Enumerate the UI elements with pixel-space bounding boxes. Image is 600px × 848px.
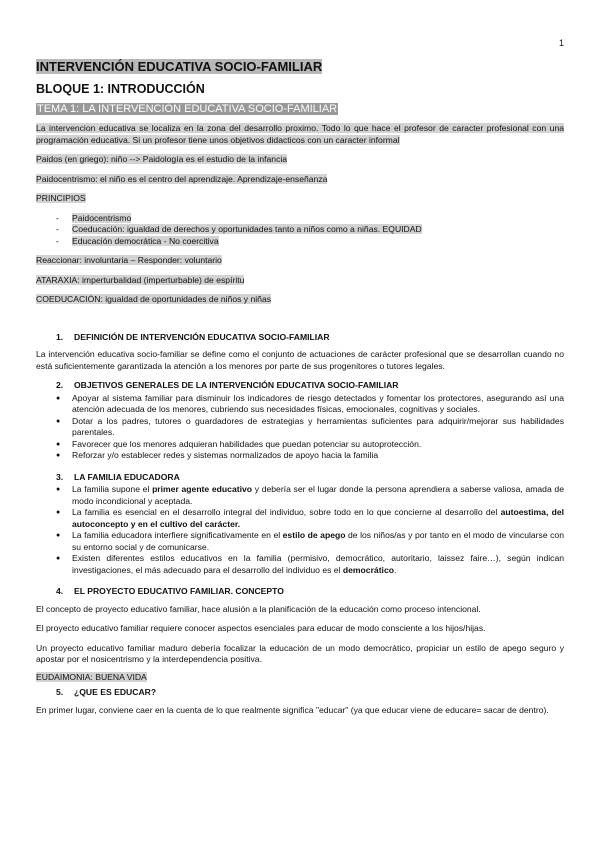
list-item: - Educación democrática - No coercitiva: [56, 236, 564, 248]
list-item: ● Favorecer que los menores adquieran habilidades que puedan potenciar su autoprotección.: [56, 439, 564, 451]
eudaimonia-note: EUDAIMONIA: BUENA VIDA: [36, 671, 147, 682]
section-5-text: En primer lugar, conviene caer en la cuenta de lo que realmente significa "educar" (ya que educar viene de educare= sacar de dentro).: [36, 704, 549, 715]
list-item: ● La familia supone el primer agente educativo y debería ser el lugar donde la persona aprendiera a saberse valiosa, amada de modo incondicional y aceptada.: [56, 484, 564, 507]
section-4-p2: El proyecto educativo familiar requiere conocer aspectos esenciales para educar de modo consciente a los hijos/hijas.: [36, 623, 486, 633]
principios-label: PRINCIPIOS: [36, 193, 86, 203]
section-heading-3: 3. LA FAMILIA EDUCADORA: [56, 471, 180, 482]
section-4-p3: Un proyecto educativo familiar maduro debería focalizar la educación de un modo democrático, propiciar un estilo de apego seguro y apostar por el nosicentrismo y la interdependencia positiva.: [36, 642, 564, 664]
page-number: 1: [558, 38, 564, 48]
objetivos-list: [36, 393, 564, 462]
document-title: INTERVENCIÓN EDUCATIVA SOCIO-FAMILIAR: [36, 59, 323, 74]
coeducacion-note: COEDUCACIÓN: igualdad de oportunidades de niños y niñas: [36, 294, 272, 304]
paidos-note: Paidos (en griego): niño --> Paidología es el estudio de la infancia: [36, 154, 288, 164]
section-heading-2: 2. OBJETIVOS GENERALES DE LA INTERVENCIÓN EDUCATIVA SOCIO-FAMILIAR: [56, 380, 399, 390]
block-title: BLOQUE 1: INTRODUCCIÓN: [36, 82, 205, 96]
section-heading-1: 1. DEFINICIÓN DE INTERVENCIÓN EDUCATIVA SOCIO-FAMILIAR: [56, 331, 330, 342]
intro-paragraph: La intervencion educativa se localiza en la zona del desarrollo proximo. Todo lo que hace el profesor de caracter profesional con una programación educativa. Si un profesor tiene unos objetivos didacticos con un caracter informal: [36, 123, 564, 145]
document-content: [36, 58, 564, 724]
tema-title: TEMA 1: LA INTERVENCIÓN EDUCATIVA SOCIO-FAMILIAR: [37, 103, 338, 115]
ataraxia-note: ATARAXIA: imperturbalidad (imperturbable) de espíritu: [36, 274, 245, 285]
reaccionar-note: Reaccionar: involuntaria – Responder: voluntario: [36, 255, 222, 265]
paidocentrismo-note: Paidocentrismo: el niño es el centro del aprendizaje. Aprendizaje-enseñanza: [36, 173, 328, 184]
list-item: ● La familia educadora interfiere significativamente en el estilo de apego de los niños/as y por tanto en el modo de vincularse con su entorno social y de comunicarse.: [56, 530, 564, 553]
list-item: - Coeducación: igualdad de derechos y oportunidades tanto a niños como a niñas. EQUIDAD: [56, 224, 564, 236]
list-item: ● Apoyar al sistema familiar para disminuir los indicadores de riesgo detectados y fomentar los protectores, asegurando así una atención adecuada de los menores, cubriendo sus necesidades físicas, emocionales, cognitivas y sociales.: [56, 393, 564, 416]
section-heading-4: 4. EL PROYECTO EDUCATIVO FAMILIAR. CONCEPTO: [56, 586, 284, 596]
list-item: ● Existen diferentes estilos educativos en la familia (permisivo, democrático, autoritario, laissez faire…), según indican investigaciones, el más adecuado para el desarrollo del individuo es el democrático.: [56, 553, 564, 576]
list-item: ● La familia es esencial en el desarrollo integral del individuo, sobre todo en lo que concierne al desarrollo del autoestima, del autoconcepto y en el cultivo del carácter.: [56, 507, 564, 530]
familia-list: [36, 484, 564, 576]
list-item: ● Reforzar y/o establecer redes y sistemas normalizados de apoyo hacia la familia: [56, 450, 564, 462]
section-4-p1: El concepto de proyecto educativo familiar, hace alusión a la planificación de la educación como proceso intencional.: [36, 603, 481, 614]
section-1-text: La intervención educativa socio-familiar se define como el conjunto de actuaciones de carácter profesional que se desarrollan cuando no está suficientemente garantizada la atención a los menores por parte de sus progenitores o tutores legales.: [36, 349, 564, 371]
section-heading-5: 5. ¿QUE ES EDUCAR?: [56, 687, 157, 697]
principios-list: [36, 213, 564, 248]
list-item: - Paidocentrismo: [56, 213, 564, 225]
list-item: ● Dotar a los padres, tutores o guardadores de estrategias y herramientas suficientes para adquirir/mejorar sus habilidades parentales.: [56, 416, 564, 439]
